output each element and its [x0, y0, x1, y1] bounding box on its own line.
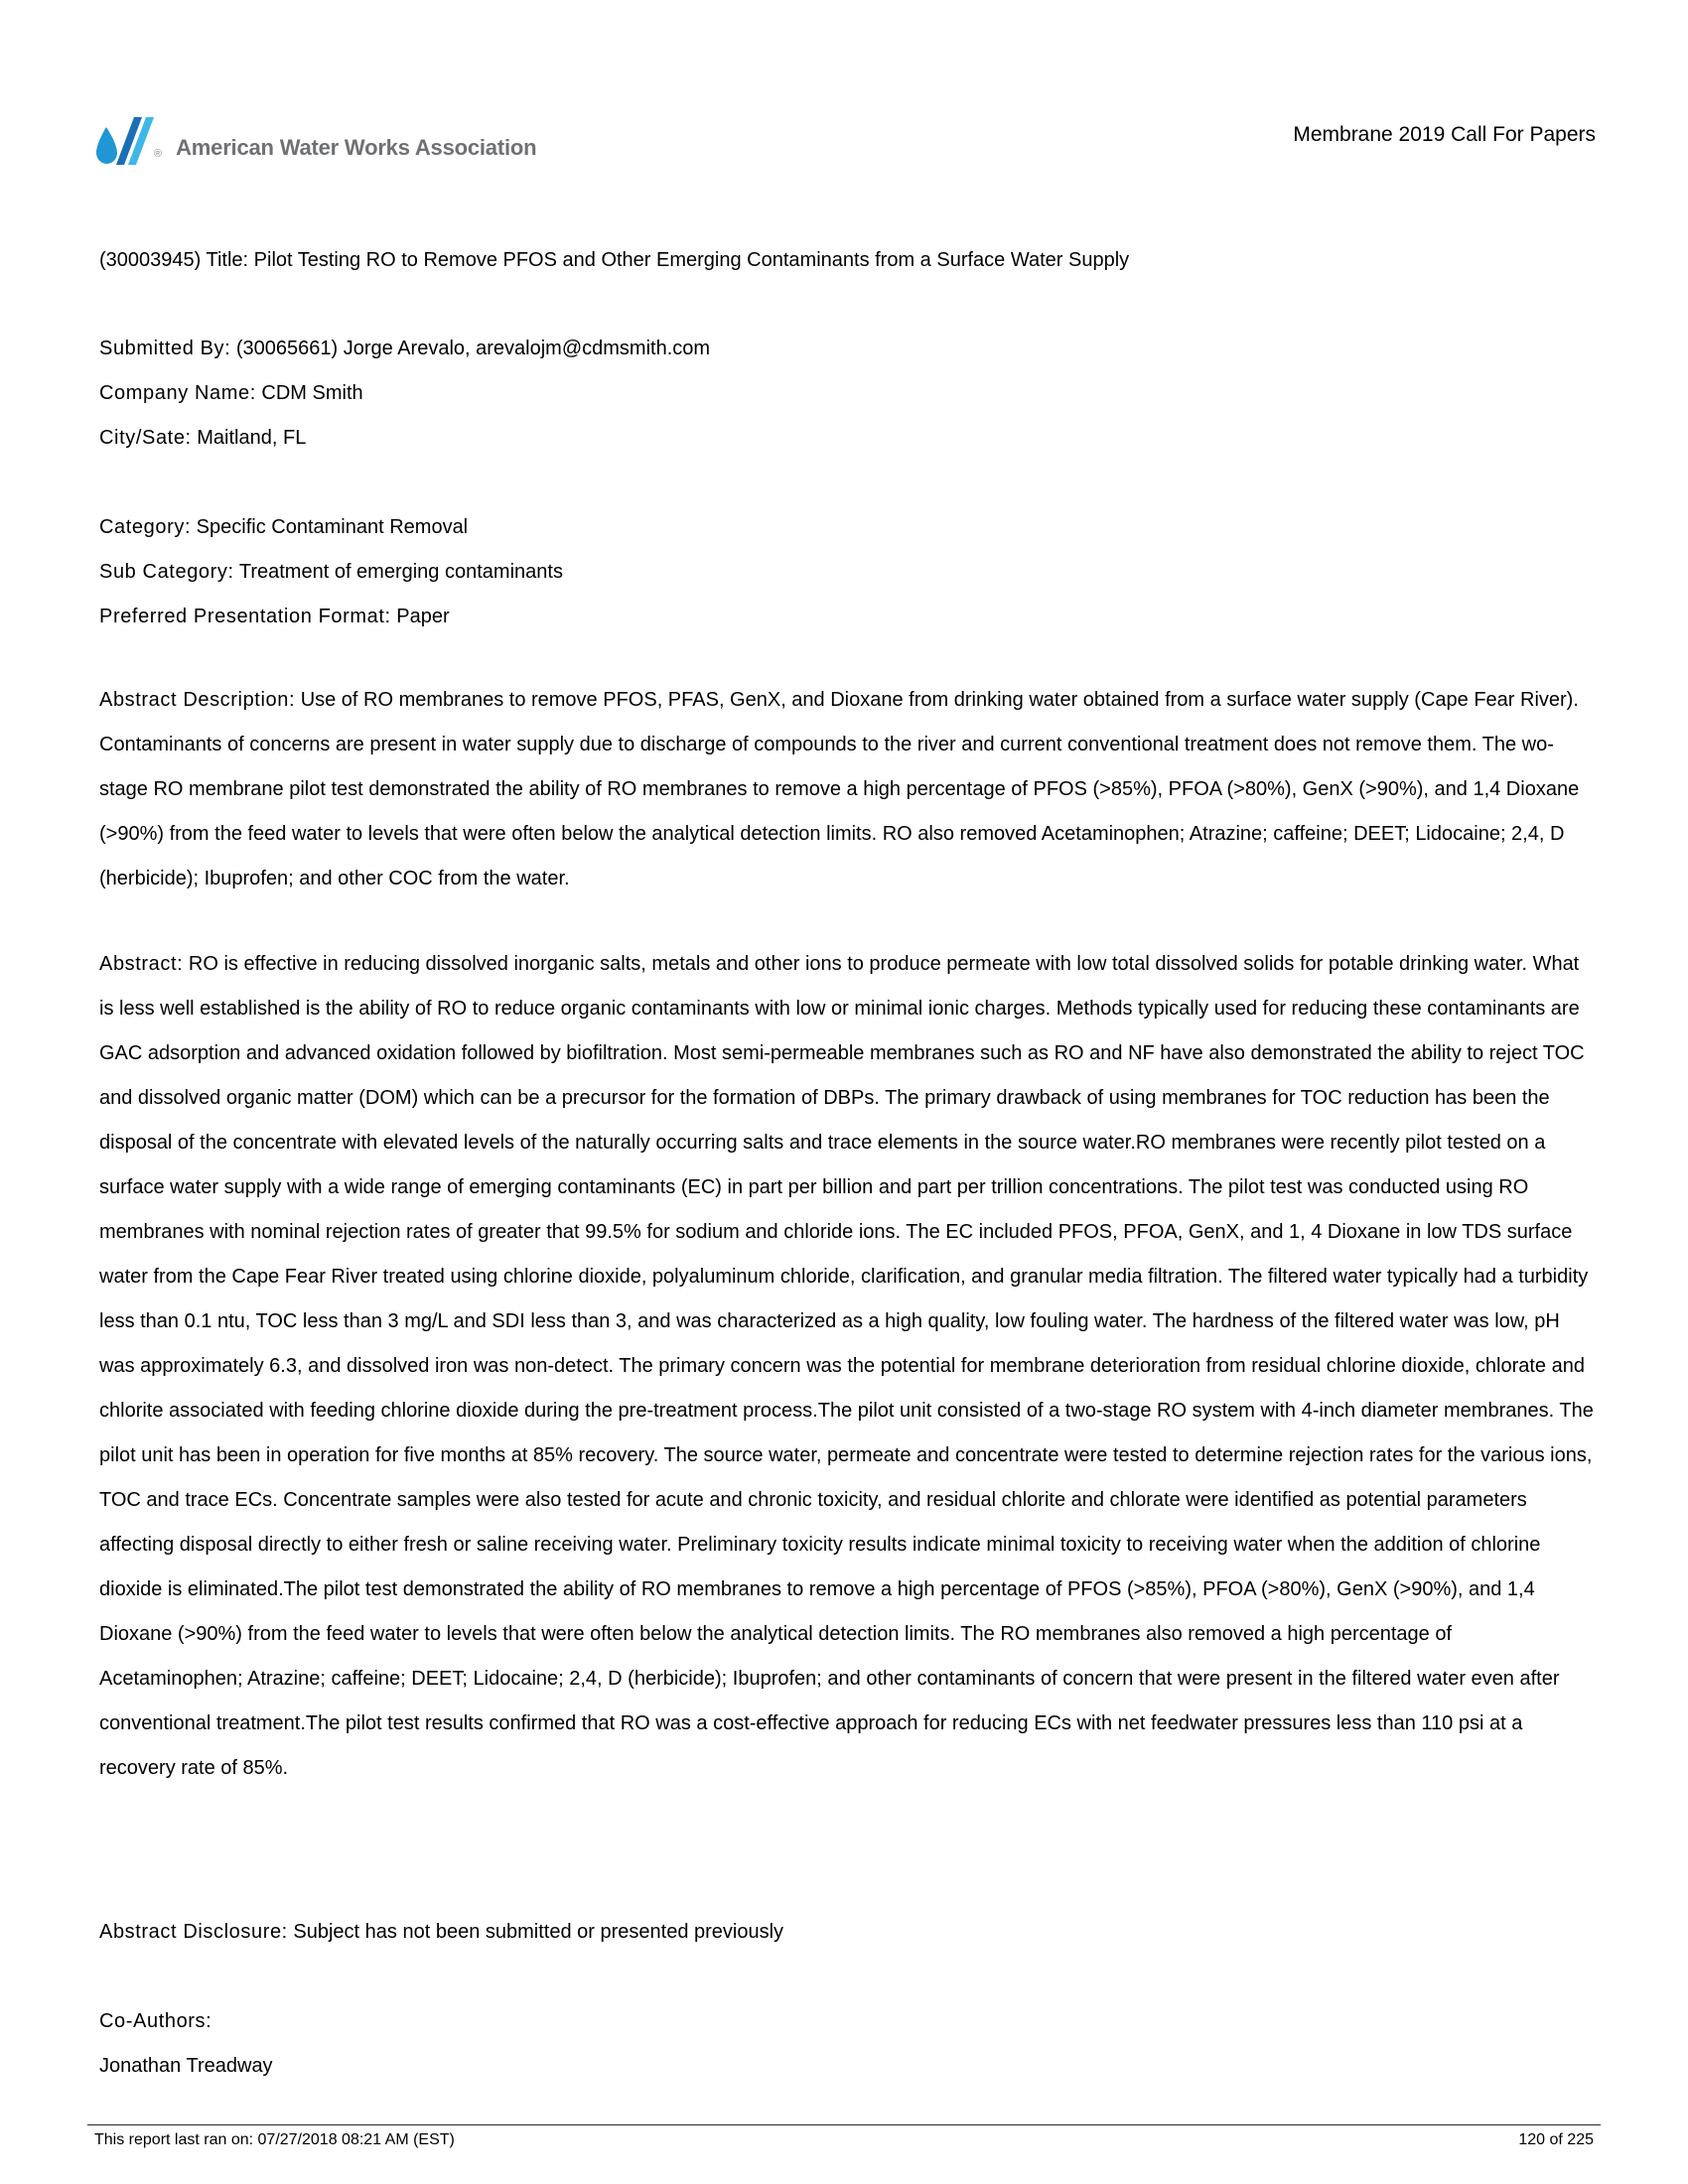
abstract-text: RO is effective in reducing dissolved inorganic salts, metals and other ions to produce permeate with low total dissolved solids for potable drinking water. What is less well established is the ability of RO to reduce organic contaminants with low or minimal ionic charges. Methods typically used for reducing these contaminants are GAC adsorption and advanced oxidation followed by biofiltration. Most semi-permeable membranes such as RO and NF have also demonstrated the ability to reject TOC and dissolved organic matter (DOM) which can be a precursor for the formation of DBPs. The primary drawback of using membranes for TOC reduction has been the disposal of the concentrate with elevated levels of the naturally occurring salts and trace elements in the source water.RO membranes were recently pilot tested on a surface water supply with a wide range of emerging contaminants (EC) in part per billion and part per trillion concentrations. The pilot test was conducted using RO membranes with nominal rejection rates of greater that 99.5% for sodium and chloride ions. The EC included PFOS, PFOA, GenX, and 1, 4 Dioxane in low TDS surface water from the Cape Fear River treated using chlorine dioxide, polyaluminum chloride, clarification, and granular media filtration. The filtered water typically had a turbidity less than 0.1 ntu, TOC less than 3 mg/L and SDI less than 3, and was characterized as a high quality, low fouling water. The hardness of the filtered water was low, pH was approximately 6.3, and dissolved iron was non-detect. The primary concern was the potential for membrane deterioration from residual chlorine dioxide, chlorate and chlorite associated with feeding chlorine dioxide during the pre-treatment process.The pilot unit consisted of a two-stage RO system with 4-inch diameter membranes. The pilot unit has been in operation for five months at 85% recovery. The source water, permeate and concentrate were tested to determine rejection rates for the various ions, TOC and trace ECs. Concentrate samples were also tested for acute and chronic toxicity, and residual chlorite and chlorate were identified as potential parameters affecting disposal directly to either fresh or saline receiving water. Preliminary toxicity results indicate minimal toxicity to receiving water when the addition of chlorine dioxide is eliminated.The pilot test demonstrated the ability of RO membranes to remove a high percentage of PFOS (>85%), PFOA (>80%), GenX (>90%), and 1,4 Dioxane (>90%) from the feed water to levels that were often below the analytical detection limits. The RO membranes also removed a high percentage of Acetaminophen; Atrazine; caffeine; DEET; Lidocaine; 2,4, D (herbicide); Ibuprofen; and other contaminants of concern that were present in the filtered water even after conventional treatment.The pilot test results confirmed that RO was a cost-effective approach for reducing ECs with net feedwater pressures less than 110 psi at a recovery rate of 85%.: [99, 953, 1594, 1779]
logo-wordmark: American Water Works Association: [176, 135, 537, 160]
classification-block: [99, 505, 1597, 639]
company-name-line: [99, 371, 1597, 416]
footer-last-ran: This report last ran on: 07/27/2018 08:21 AM (EST): [94, 2131, 455, 2148]
city-state-label: City/Sate:: [99, 427, 192, 449]
preferred-format-value: Paper: [396, 606, 450, 627]
report-title: Membrane 2019 Call For Papers: [1293, 123, 1596, 146]
category-value: Specific Contaminant Removal: [196, 516, 469, 538]
submitted-by-line: [99, 327, 1597, 371]
city-state-line: [99, 416, 1597, 461]
submitted-by-label: Submitted By:: [99, 338, 231, 359]
preferred-format-label: Preferred Presentation Format:: [99, 606, 391, 627]
abstract-disclosure-value: Subject has not been submitted or presented previously: [293, 1921, 784, 1943]
sub-category-line: [99, 550, 1597, 595]
company-name-value: CDM Smith: [261, 382, 363, 404]
awwa-logo: [94, 111, 536, 169]
abstract-disclosure-line: [99, 1910, 1597, 1955]
preferred-format-line: [99, 595, 1597, 639]
co-author-name: Jonathan Treadway: [99, 2055, 273, 2077]
sub-category-value: Treatment of emerging contaminants: [238, 561, 563, 583]
abstract-disclosure-label: Abstract Disclosure:: [99, 1921, 288, 1943]
abstract-description-label: Abstract Description:: [99, 689, 296, 711]
footer-divider: [87, 2124, 1601, 2125]
abstract-description-paragraph: [99, 678, 1597, 901]
registered-trademark-symbol: ®: [154, 148, 163, 160]
co-authors-label: Co-Authors:: [99, 2010, 212, 2032]
abstract-label: Abstract:: [99, 953, 184, 975]
company-name-label: Company Name:: [99, 382, 256, 404]
awwa-waterdrop-icon: [94, 111, 156, 169]
category-label: Category:: [99, 516, 192, 538]
abstract-paragraph: [99, 942, 1597, 1791]
footer: [94, 2131, 1594, 2149]
submitter-block: [99, 327, 1597, 461]
footer-page-indicator: 120 of 225: [1518, 2131, 1594, 2148]
abstract-id-title: (30003945) Title: Pilot Testing RO to Remove PFOS and Other Emerging Contaminants from a Surface Water Supply: [99, 249, 1130, 271]
abstract-description-text: Use of RO membranes to remove PFOS, PFAS, GenX, and Dioxane from drinking water obtained from a surface water supply (Cape Fear River). Contaminants of concerns are present in water supply due to discharge of compounds to the river and current conventional treatment does not remove them. The wo-stage RO membrane pilot test demonstrated the ability of RO membranes to remove a high percentage of PFOS (>85%), PFOA (>80%), GenX (>90%), and 1,4 Dioxane (>90%) from the feed water to levels that were often below the analytical detection limits. RO also removed Acetaminophen; Atrazine; caffeine; DEET; Lidocaine; 2,4, D (herbicide); Ibuprofen; and other COC from the water.: [99, 689, 1580, 889]
category-line: [99, 505, 1597, 550]
sub-category-label: Sub Category:: [99, 561, 234, 583]
city-state-value: Maitland, FL: [197, 427, 307, 449]
co-authors-block: [99, 1999, 1597, 2089]
submitted-by-value: (30065661) Jorge Arevalo, arevalojm@cdmsmith.com: [235, 338, 711, 359]
